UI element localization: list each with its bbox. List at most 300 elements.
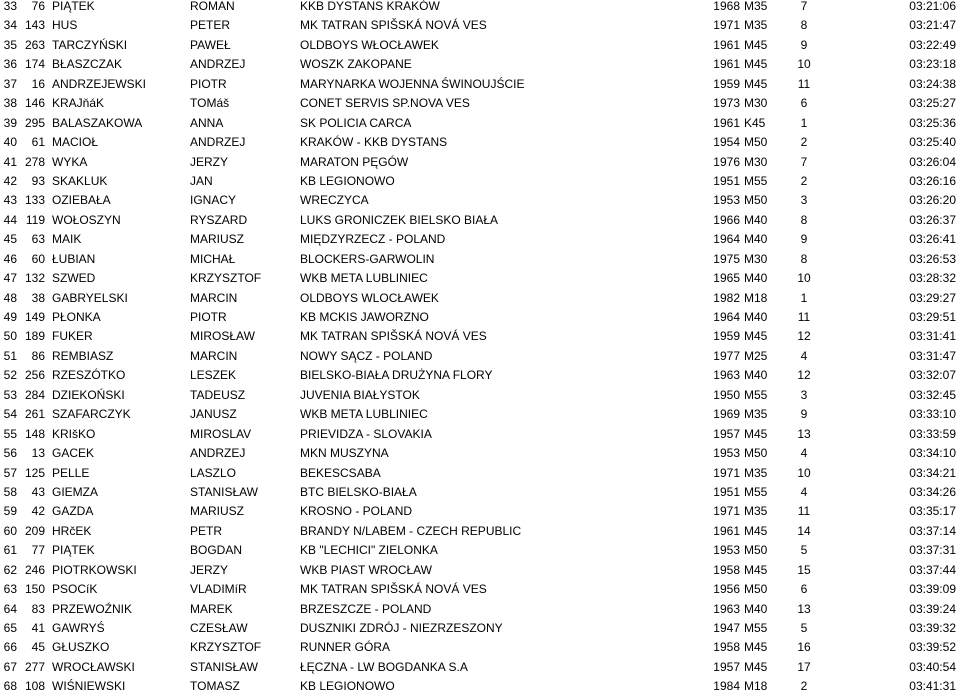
table-row xyxy=(0,522,960,541)
category-cell: M40 xyxy=(744,212,768,227)
surname-cell: MAIK xyxy=(52,232,82,247)
first-name-cell: ROMAN xyxy=(190,0,235,13)
bib-number-cell: 108 xyxy=(24,679,45,694)
surname-cell: BALASZAKOWA xyxy=(52,115,143,130)
club-cell: WOSZK ZAKOPANE xyxy=(300,57,412,72)
category-position-cell: 10 xyxy=(797,271,811,286)
birth-year-cell: 1958 xyxy=(713,640,740,655)
bib-number-cell: 125 xyxy=(24,465,45,480)
table-row xyxy=(0,580,960,599)
first-name-cell: JANUSZ xyxy=(190,407,237,422)
category-position-cell: 13 xyxy=(797,426,811,441)
category-position-cell: 2 xyxy=(800,173,808,188)
finish-time-cell: 03:32:45 xyxy=(909,387,956,402)
bib-number-cell: 86 xyxy=(31,348,45,363)
table-row xyxy=(0,191,960,210)
position-cell: 51 xyxy=(3,348,17,363)
birth-year-cell: 1958 xyxy=(713,562,740,577)
category-position-cell: 8 xyxy=(800,212,808,227)
category-position-cell: 9 xyxy=(800,37,808,52)
table-row xyxy=(0,600,960,619)
surname-cell: PRZEWOŹNIK xyxy=(52,601,132,616)
club-cell: RUNNER GÓRA xyxy=(300,640,391,655)
finish-time-cell: 03:29:51 xyxy=(909,310,956,324)
first-name-cell: BOGDAN xyxy=(190,543,243,558)
club-cell: WKB META LUBLINIEC xyxy=(300,407,428,422)
birth-year-cell: 1977 xyxy=(713,348,740,363)
category-position-cell: 7 xyxy=(800,0,808,13)
surname-cell: WOŁOSZYN xyxy=(52,212,121,227)
club-cell: MIĘDZYRZECZ - POLAND xyxy=(300,232,446,247)
birth-year-cell: 1975 xyxy=(713,251,740,266)
category-position-cell: 10 xyxy=(797,57,811,72)
finish-time-cell: 03:25:36 xyxy=(909,115,956,130)
birth-year-cell: 1961 xyxy=(713,57,740,72)
table-row xyxy=(0,230,960,249)
club-cell: WRECZYCA xyxy=(300,193,369,208)
bib-number-cell: 295 xyxy=(24,115,45,130)
table-row xyxy=(0,619,960,638)
first-name-cell: PIOTR xyxy=(190,310,227,324)
position-cell: 66 xyxy=(3,640,17,655)
table-row xyxy=(0,308,960,327)
category-cell: M35 xyxy=(744,465,768,480)
table-row xyxy=(0,327,960,346)
category-position-cell: 14 xyxy=(797,523,811,538)
surname-cell: PIOTRKOWSKI xyxy=(52,562,137,577)
first-name-cell: IGNACY xyxy=(190,193,237,208)
club-cell: BLOCKERS-GARWOLIN xyxy=(300,251,435,266)
surname-cell: KRAJňáK xyxy=(52,96,105,111)
position-cell: 38 xyxy=(3,96,17,111)
table-row xyxy=(0,36,960,55)
position-cell: 41 xyxy=(3,154,17,169)
category-cell: M30 xyxy=(744,96,768,111)
category-position-cell: 16 xyxy=(797,640,811,655)
club-cell: MARYNARKA WOJENNA ŚWINOUJŚCIE xyxy=(300,76,525,91)
surname-cell: GAWRYŚ xyxy=(52,621,105,635)
birth-year-cell: 1953 xyxy=(713,446,740,461)
club-cell: BRANDY N/LABEM - CZECH REPUBLIC xyxy=(300,523,522,538)
category-position-cell: 5 xyxy=(800,621,808,635)
surname-cell: HUS xyxy=(52,18,78,33)
category-position-cell: 8 xyxy=(800,251,808,266)
first-name-cell: JERZY xyxy=(190,562,229,577)
table-row xyxy=(0,386,960,405)
category-position-cell: 2 xyxy=(800,135,808,150)
category-cell: M40 xyxy=(744,601,768,616)
surname-cell: GŁUSZKO xyxy=(52,640,110,655)
bib-number-cell: 132 xyxy=(24,271,45,286)
position-cell: 42 xyxy=(3,173,17,188)
category-position-cell: 7 xyxy=(800,154,808,169)
bib-number-cell: 63 xyxy=(31,232,45,247)
club-cell: MK TATRAN SPIŠSKÁ NOVÁ VES xyxy=(300,329,487,344)
finish-time-cell: 03:37:14 xyxy=(909,523,956,538)
category-position-cell: 9 xyxy=(800,232,808,247)
category-cell: M55 xyxy=(744,484,768,499)
table-row xyxy=(0,347,960,366)
category-cell: M18 xyxy=(744,290,768,305)
surname-cell: PSOCíK xyxy=(52,582,98,597)
birth-year-cell: 1971 xyxy=(713,465,740,480)
birth-year-cell: 1951 xyxy=(713,173,740,188)
category-cell: M35 xyxy=(744,0,768,13)
finish-time-cell: 03:21:47 xyxy=(909,18,956,33)
birth-year-cell: 1953 xyxy=(713,543,740,558)
position-cell: 45 xyxy=(3,232,17,247)
surname-cell: GAZDA xyxy=(52,504,94,519)
birth-year-cell: 1984 xyxy=(713,679,740,694)
category-cell: M50 xyxy=(744,543,768,558)
surname-cell: FUKER xyxy=(52,329,93,344)
category-cell: M50 xyxy=(744,135,768,150)
table-row xyxy=(0,464,960,483)
finish-time-cell: 03:34:21 xyxy=(909,465,956,480)
table-row xyxy=(0,172,960,191)
club-cell: KRAKÓW - KKB DYSTANS xyxy=(300,135,448,150)
club-cell: ŁĘCZNA - LW BOGDANKA S.A xyxy=(300,659,468,674)
table-row xyxy=(0,444,960,463)
club-cell: OLDBOYS WŁOCŁAWEK xyxy=(300,37,439,52)
surname-cell: WIŚNIEWSKI xyxy=(52,679,126,694)
bib-number-cell: 143 xyxy=(24,18,45,33)
category-position-cell: 4 xyxy=(800,484,808,499)
first-name-cell: STANISŁAW xyxy=(190,659,259,674)
category-position-cell: 6 xyxy=(800,582,808,597)
first-name-cell: TOMáš xyxy=(190,96,230,111)
surname-cell: RZESZÓTKO xyxy=(52,368,126,383)
position-cell: 49 xyxy=(3,310,17,324)
surname-cell: PŁONKA xyxy=(52,310,101,324)
position-cell: 54 xyxy=(3,407,17,422)
surname-cell: PELLE xyxy=(52,465,90,480)
category-cell: K45 xyxy=(744,115,766,130)
bib-number-cell: 45 xyxy=(31,640,45,655)
club-cell: WKB PIAST WROCŁAW xyxy=(300,562,433,577)
club-cell: SK POLICIA CARCA xyxy=(300,115,412,130)
position-cell: 61 xyxy=(3,543,17,558)
birth-year-cell: 1957 xyxy=(713,426,740,441)
position-cell: 62 xyxy=(3,562,17,577)
birth-year-cell: 1964 xyxy=(713,310,740,324)
surname-cell: ANDRZEJEWSKI xyxy=(52,76,147,91)
club-cell: LUKS GRONICZEK BIELSKO BIAŁA xyxy=(300,212,499,227)
finish-time-cell: 03:26:16 xyxy=(909,173,956,188)
position-cell: 65 xyxy=(3,621,17,635)
finish-time-cell: 03:33:59 xyxy=(909,426,956,441)
finish-time-cell: 03:34:26 xyxy=(909,484,956,499)
category-cell: M30 xyxy=(744,154,768,169)
first-name-cell: PETER xyxy=(190,18,231,33)
club-cell: NOWY SĄCZ - POLAND xyxy=(300,348,433,363)
club-cell: DUSZNIKI ZDRÓJ - NIEZRZESZONY xyxy=(300,621,503,635)
position-cell: 60 xyxy=(3,523,17,538)
surname-cell: PIĄTEK xyxy=(52,543,95,558)
first-name-cell: MARCIN xyxy=(190,290,238,305)
surname-cell: DZIEKOŃSKI xyxy=(52,387,125,402)
category-cell: M45 xyxy=(744,57,768,72)
bib-number-cell: 42 xyxy=(31,504,45,519)
finish-time-cell: 03:39:52 xyxy=(909,640,956,655)
club-cell: BTC BIELSKO-BIAŁA xyxy=(300,484,417,499)
first-name-cell: KRZYSZTOF xyxy=(190,640,262,655)
birth-year-cell: 1959 xyxy=(713,329,740,344)
birth-year-cell: 1968 xyxy=(713,0,740,13)
bib-number-cell: 38 xyxy=(31,290,45,305)
first-name-cell: TOMASZ xyxy=(190,679,240,694)
category-position-cell: 5 xyxy=(800,543,808,558)
club-cell: KROSNO - POLAND xyxy=(300,504,413,519)
finish-time-cell: 03:35:17 xyxy=(909,504,956,519)
bib-number-cell: 146 xyxy=(24,96,45,111)
position-cell: 56 xyxy=(3,446,17,461)
bib-number-cell: 284 xyxy=(24,387,45,402)
category-cell: M55 xyxy=(744,621,768,635)
finish-time-cell: 03:28:32 xyxy=(909,271,956,286)
surname-cell: HRčEK xyxy=(52,523,92,538)
first-name-cell: STANISŁAW xyxy=(190,484,259,499)
category-position-cell: 9 xyxy=(800,407,808,422)
position-cell: 39 xyxy=(3,115,17,130)
bib-number-cell: 133 xyxy=(24,193,45,208)
table-row xyxy=(0,425,960,444)
bib-number-cell: 13 xyxy=(31,446,45,461)
table-row xyxy=(0,0,960,16)
table-row xyxy=(0,502,960,521)
bib-number-cell: 43 xyxy=(31,484,45,499)
birth-year-cell: 1951 xyxy=(713,484,740,499)
category-cell: M40 xyxy=(744,368,768,383)
bib-number-cell: 83 xyxy=(31,601,45,616)
bib-number-cell: 60 xyxy=(31,251,45,266)
first-name-cell: ANNA xyxy=(190,115,224,130)
category-cell: M50 xyxy=(744,446,768,461)
finish-time-cell: 03:22:49 xyxy=(909,37,956,52)
position-cell: 57 xyxy=(3,465,17,480)
club-cell: KB MCKIS JAWORZNO xyxy=(300,310,429,324)
category-cell: M45 xyxy=(744,37,768,52)
surname-cell: WROCŁAWSKI xyxy=(52,659,135,674)
category-cell: M45 xyxy=(744,76,768,91)
position-cell: 47 xyxy=(3,271,17,286)
birth-year-cell: 1956 xyxy=(713,582,740,597)
category-cell: M18 xyxy=(744,679,768,694)
bib-number-cell: 209 xyxy=(24,523,45,538)
club-cell: WKB META LUBLINIEC xyxy=(300,271,428,286)
surname-cell: PIĄTEK xyxy=(52,0,95,13)
category-cell: M45 xyxy=(744,329,768,344)
category-position-cell: 2 xyxy=(800,679,808,694)
table-row xyxy=(0,366,960,385)
category-position-cell: 12 xyxy=(797,329,811,344)
first-name-cell: MARIUSZ xyxy=(190,504,244,519)
club-cell: MKN MUSZYNA xyxy=(300,446,389,461)
category-position-cell: 6 xyxy=(800,96,808,111)
finish-time-cell: 03:41:31 xyxy=(909,679,956,694)
surname-cell: MACIOŁ xyxy=(52,135,99,150)
position-cell: 35 xyxy=(3,37,17,52)
category-position-cell: 11 xyxy=(797,76,811,91)
first-name-cell: MARIUSZ xyxy=(190,232,244,247)
birth-year-cell: 1950 xyxy=(713,387,740,402)
position-cell: 59 xyxy=(3,504,17,519)
birth-year-cell: 1961 xyxy=(713,115,740,130)
bib-number-cell: 246 xyxy=(24,562,45,577)
club-cell: KKB DYSTANS KRAKÓW xyxy=(300,0,440,13)
position-cell: 52 xyxy=(3,368,17,383)
bib-number-cell: 41 xyxy=(31,621,45,635)
club-cell: OLDBOYS WLOCŁAWEK xyxy=(300,290,439,305)
first-name-cell: MIROSLAV xyxy=(190,426,252,441)
surname-cell: TARCZYŃSKI xyxy=(52,37,128,52)
table-row xyxy=(0,269,960,288)
finish-time-cell: 03:21:06 xyxy=(909,0,956,13)
birth-year-cell: 1947 xyxy=(713,621,740,635)
table-row xyxy=(0,541,960,560)
category-position-cell: 11 xyxy=(797,310,811,324)
club-cell: MK TATRAN SPIŠSKÁ NOVÁ VES xyxy=(300,582,487,597)
surname-cell: GACEK xyxy=(52,446,95,461)
table-row xyxy=(0,677,960,696)
table-row xyxy=(0,16,960,35)
bib-number-cell: 256 xyxy=(24,368,45,383)
first-name-cell: ANDRZEJ xyxy=(190,57,246,72)
club-cell: KB LEGIONOWO xyxy=(300,679,395,694)
category-position-cell: 10 xyxy=(797,465,811,480)
table-row xyxy=(0,658,960,677)
finish-time-cell: 03:33:10 xyxy=(909,407,956,422)
birth-year-cell: 1973 xyxy=(713,96,740,111)
surname-cell: BŁASZCZAK xyxy=(52,57,123,72)
position-cell: 53 xyxy=(3,387,17,402)
surname-cell: SZAFARCZYK xyxy=(52,407,131,422)
surname-cell: REMBIASZ xyxy=(52,348,114,363)
table-row xyxy=(0,483,960,502)
birth-year-cell: 1957 xyxy=(713,659,740,674)
finish-time-cell: 03:26:37 xyxy=(909,212,956,227)
bib-number-cell: 261 xyxy=(24,407,45,422)
position-cell: 50 xyxy=(3,329,17,344)
first-name-cell: MAREK xyxy=(190,601,233,616)
finish-time-cell: 03:39:09 xyxy=(909,582,956,597)
birth-year-cell: 1966 xyxy=(713,212,740,227)
finish-time-cell: 03:26:41 xyxy=(909,232,956,247)
table-row xyxy=(0,94,960,113)
category-cell: M45 xyxy=(744,523,768,538)
category-position-cell: 3 xyxy=(800,387,808,402)
first-name-cell: JAN xyxy=(190,173,213,188)
surname-cell: GABRYELSKI xyxy=(52,290,128,305)
finish-time-cell: 03:40:54 xyxy=(909,659,956,674)
surname-cell: SKAKLUK xyxy=(52,173,108,188)
category-cell: M45 xyxy=(744,426,768,441)
bib-number-cell: 277 xyxy=(24,659,45,674)
birth-year-cell: 1963 xyxy=(713,601,740,616)
bib-number-cell: 149 xyxy=(24,310,45,324)
bib-number-cell: 61 xyxy=(31,135,45,150)
finish-time-cell: 03:23:18 xyxy=(909,57,956,72)
category-position-cell: 4 xyxy=(800,446,808,461)
position-cell: 40 xyxy=(3,135,17,150)
first-name-cell: MICHAŁ xyxy=(190,251,236,266)
table-row xyxy=(0,250,960,269)
table-row xyxy=(0,405,960,424)
finish-time-cell: 03:24:38 xyxy=(909,76,956,91)
first-name-cell: MIROSŁAW xyxy=(190,329,255,344)
position-cell: 34 xyxy=(3,18,17,33)
surname-cell: SZWED xyxy=(52,271,96,286)
birth-year-cell: 1961 xyxy=(713,523,740,538)
birth-year-cell: 1969 xyxy=(713,407,740,422)
bib-number-cell: 148 xyxy=(24,426,45,441)
birth-year-cell: 1976 xyxy=(713,154,740,169)
first-name-cell: PAWEŁ xyxy=(190,37,231,52)
first-name-cell: PETR xyxy=(190,523,223,538)
category-cell: M40 xyxy=(744,232,768,247)
table-row xyxy=(0,114,960,133)
category-cell: M30 xyxy=(744,251,768,266)
table-row xyxy=(0,75,960,94)
category-position-cell: 11 xyxy=(797,504,811,519)
bib-number-cell: 278 xyxy=(24,154,45,169)
birth-year-cell: 1953 xyxy=(713,193,740,208)
finish-time-cell: 03:32:07 xyxy=(909,368,956,383)
birth-year-cell: 1982 xyxy=(713,290,740,305)
position-cell: 58 xyxy=(3,484,17,499)
first-name-cell: JERZY xyxy=(190,154,229,169)
finish-time-cell: 03:29:27 xyxy=(909,290,956,305)
birth-year-cell: 1954 xyxy=(713,135,740,150)
finish-time-cell: 03:26:53 xyxy=(909,251,956,266)
category-cell: M45 xyxy=(744,640,768,655)
category-cell: M55 xyxy=(744,173,768,188)
first-name-cell: VLADIMíR xyxy=(190,582,247,597)
surname-cell: OZIEBAŁA xyxy=(52,193,111,208)
finish-time-cell: 03:31:41 xyxy=(909,329,956,344)
club-cell: KB LEGIONOWO xyxy=(300,173,395,188)
bib-number-cell: 263 xyxy=(24,37,45,52)
category-cell: M35 xyxy=(744,407,768,422)
bib-number-cell: 76 xyxy=(31,0,45,13)
category-cell: M55 xyxy=(744,387,768,402)
club-cell: BRZESZCZE - POLAND xyxy=(300,601,432,616)
club-cell: BIELSKO-BIAŁA DRUŻYNA FLORY xyxy=(300,368,493,383)
finish-time-cell: 03:39:24 xyxy=(909,601,956,616)
birth-year-cell: 1971 xyxy=(713,504,740,519)
position-cell: 36 xyxy=(3,57,17,72)
category-cell: M50 xyxy=(744,193,768,208)
table-row xyxy=(0,211,960,230)
category-position-cell: 17 xyxy=(797,659,811,674)
bib-number-cell: 174 xyxy=(24,57,45,72)
table-row xyxy=(0,289,960,308)
category-position-cell: 8 xyxy=(800,18,808,33)
category-cell: M25 xyxy=(744,348,768,363)
category-cell: M50 xyxy=(744,582,768,597)
birth-year-cell: 1963 xyxy=(713,368,740,383)
finish-time-cell: 03:25:27 xyxy=(909,96,956,111)
surname-cell: WYKA xyxy=(52,154,88,169)
surname-cell: GIEMZA xyxy=(52,484,99,499)
first-name-cell: LASZLO xyxy=(190,465,237,480)
club-cell: JUVENIA BIAŁYSTOK xyxy=(300,387,420,402)
first-name-cell: LESZEK xyxy=(190,368,237,383)
club-cell: MARATON PĘGÓW xyxy=(300,154,409,169)
finish-time-cell: 03:26:20 xyxy=(909,193,956,208)
category-position-cell: 12 xyxy=(797,368,811,383)
position-cell: 64 xyxy=(3,601,17,616)
